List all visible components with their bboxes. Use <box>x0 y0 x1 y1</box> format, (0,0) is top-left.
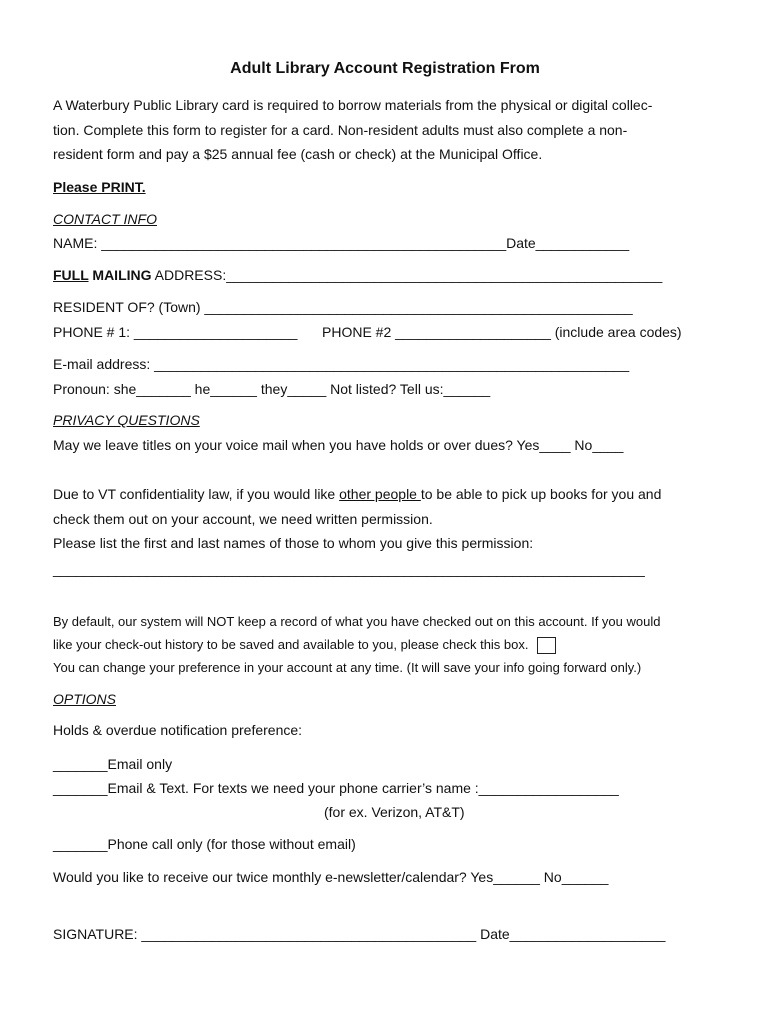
form-title: Adult Library Account Registration From <box>230 60 540 77</box>
vt-text-pre: Due to VT confidentiality law, if you would like <box>53 486 340 502</box>
history-line-2 <box>53 636 556 654</box>
vt-law-line-1 <box>53 485 661 503</box>
vt-law-line-2: check them out on your account, we need written permission. <box>53 511 433 527</box>
phone-2-field[interactable]: PHONE #2 ____________________ (include area codes) <box>322 324 682 340</box>
carrier-example: (for ex. Verizon, AT&T) <box>324 804 465 820</box>
mailing-address-field[interactable] <box>53 266 662 284</box>
voicemail-question[interactable]: May we leave titles on your voice mail when you have holds or over dues? Yes____ No____ <box>53 437 624 453</box>
email-field[interactable]: E-mail address: _____________________________________________________________ <box>53 356 630 372</box>
history-checkbox[interactable] <box>537 637 556 654</box>
intro-line-3: resident form and pay a $25 annual fee (cash or check) at the Municipal Office. <box>53 146 543 162</box>
history-line-1: By default, our system will NOT keep a record of what you have checked out on this account. If you would <box>53 614 661 629</box>
address-label: ADDRESS:________________________________________________________ <box>151 267 663 283</box>
email-only-option[interactable]: _______Email only <box>53 756 173 772</box>
phone-1-field[interactable]: PHONE # 1: _____________________ <box>53 324 298 340</box>
history-line-3: You can change your preference in your account at any time. (It will save your info going forward only.) <box>53 660 642 675</box>
permission-names-field[interactable]: ____________________________________________________________________________ <box>53 561 645 577</box>
options-heading: OPTIONS <box>53 691 117 707</box>
full-label: FULL <box>53 267 89 283</box>
resident-town-field[interactable]: RESIDENT OF? (Town) _______________________________________________________ <box>53 299 633 315</box>
newsletter-question[interactable]: Would you like to receive our twice monthly e-newsletter/calendar? Yes______ No______ <box>53 869 609 885</box>
please-print-label: Please PRINT. <box>53 179 146 195</box>
vt-text-post: to be able to pick up books for you and <box>420 486 662 502</box>
pronoun-field[interactable]: Pronoun: she_______ he______ they_____ Not listed? Tell us:______ <box>53 381 491 397</box>
notification-preference-label: Holds & overdue notification preference: <box>53 722 303 738</box>
email-text-option[interactable]: _______Email & Text. For texts we need your phone carrier’s name :__________________ <box>53 780 619 796</box>
other-people-text: other people <box>339 486 421 502</box>
privacy-questions-heading: PRIVACY QUESTIONS <box>53 412 200 428</box>
intro-line-2: tion. Complete this form to register for a card. Non-resident adults must also complete a non- <box>53 122 628 138</box>
history-text: like your check-out history to be saved and available to you, please check this box. <box>53 637 529 652</box>
mailing-label: MAILING <box>88 267 152 283</box>
contact-info-heading: CONTACT INFO <box>53 211 157 227</box>
intro-line-1: A Waterbury Public Library card is required to borrow materials from the physical or digital collec- <box>53 97 653 113</box>
vt-law-line-3: Please list the first and last names of those to whom you give this permission: <box>53 535 534 551</box>
name-date-field[interactable]: NAME: ____________________________________________________Date____________ <box>53 235 630 251</box>
signature-date-field[interactable]: SIGNATURE: ___________________________________________ Date____________________ <box>53 926 666 942</box>
phone-only-option[interactable]: _______Phone call only (for those without email) <box>53 836 356 852</box>
